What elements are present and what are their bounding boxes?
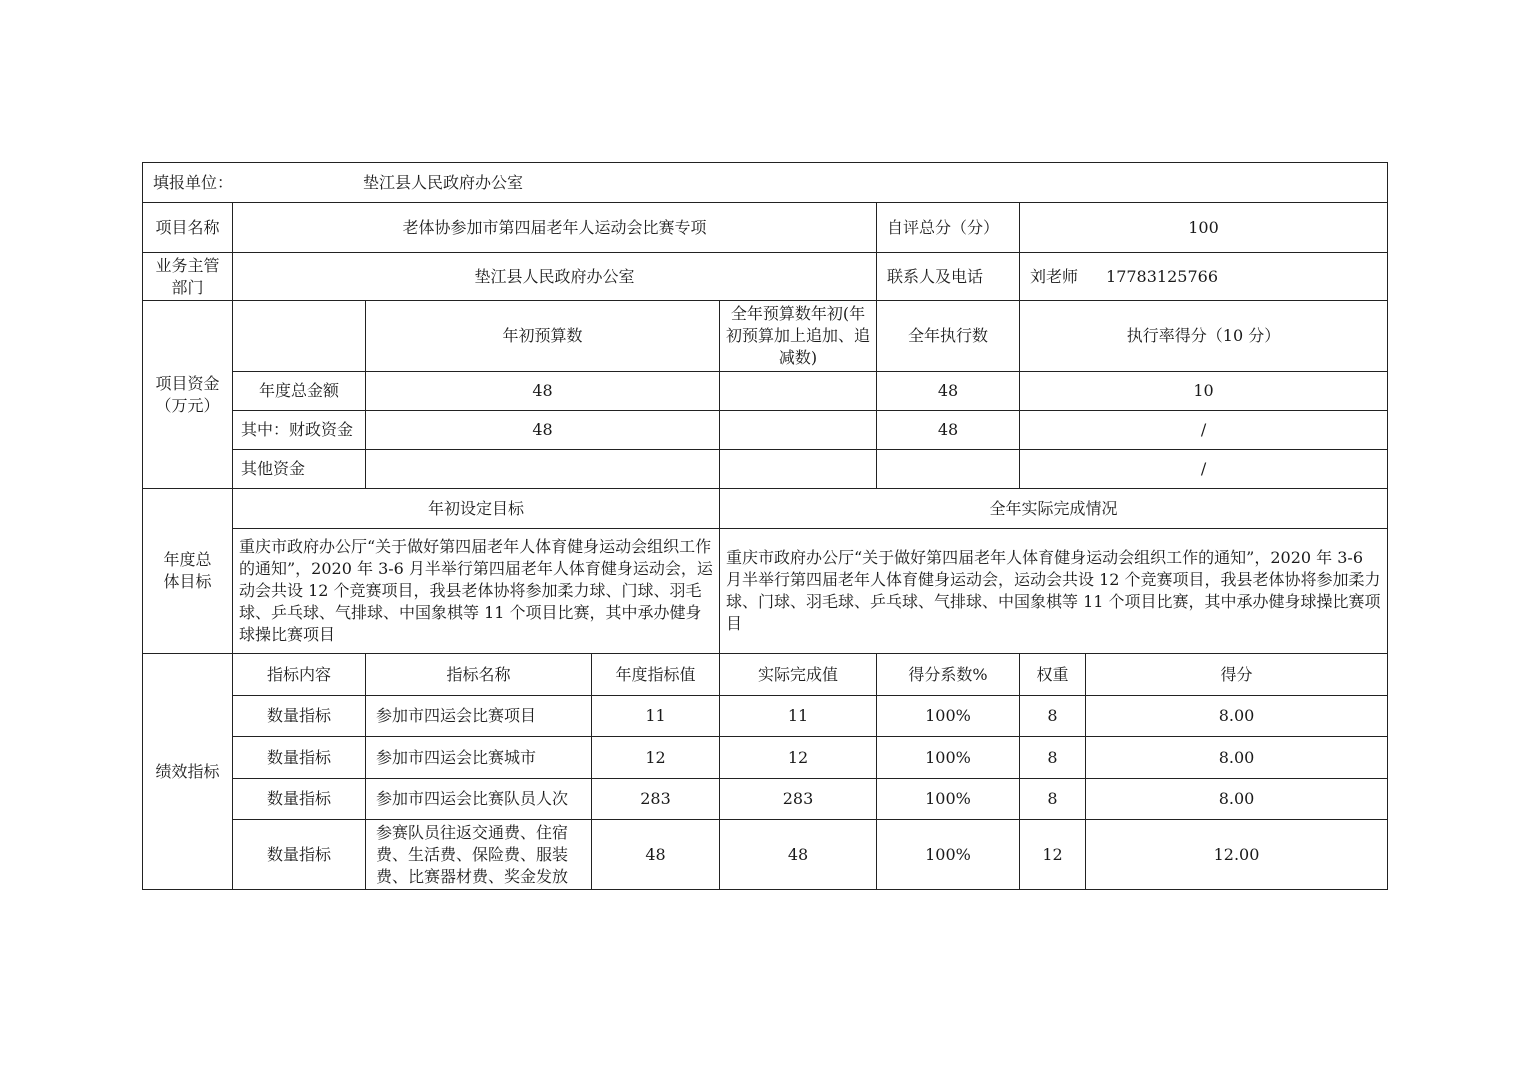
funds-row-label: 其他资金 (233, 450, 366, 489)
funds-header-executed: 全年执行数 (877, 301, 1020, 372)
performance-label: 绩效指标 (143, 654, 233, 890)
perf-coef: 100% (877, 737, 1020, 779)
goals-actual-text: 重庆市政府办公厅“关于做好第四届老年人体育健身运动会组织工作的通知”，2020 年 3-6 月半举行第四届老年人体育健身运动会，运动会共设 12 个竞赛项目，我县老体协将参加柔力球、门球、羽毛球、乒乓球、气排球、中国象棋等 11 个项目比赛，其中承办健身球操比赛项目 (720, 529, 1388, 654)
contact-label: 联系人及电话 (877, 253, 1020, 301)
funds-label: 项目资金（万元） (143, 301, 233, 489)
perf-type: 数量指标 (233, 696, 366, 737)
funds-row-label: 年度总金额 (233, 372, 366, 411)
contact-name: 刘老师 (1030, 266, 1079, 286)
performance-self-evaluation-table (142, 162, 1388, 890)
funds-row-rate: / (1020, 411, 1388, 450)
perf-header-actual: 实际完成值 (720, 654, 877, 696)
funds-row-rate: / (1020, 450, 1388, 489)
contact-phone: 17783125766 (1106, 266, 1218, 286)
perf-target: 283 (592, 779, 720, 820)
funds-row (143, 411, 1388, 450)
perf-header-score: 得分 (1086, 654, 1388, 696)
perf-actual: 283 (720, 779, 877, 820)
goals-label: 年度总体目标 (143, 489, 233, 654)
perf-header-name: 指标名称 (366, 654, 592, 696)
perf-actual: 12 (720, 737, 877, 779)
department-value: 垫江县人民政府办公室 (233, 253, 877, 301)
perf-actual: 11 (720, 696, 877, 737)
contact-value (1020, 253, 1388, 301)
perf-score: 8.00 (1086, 696, 1388, 737)
funds-row (143, 372, 1388, 411)
perf-target: 48 (592, 820, 720, 890)
perf-target: 12 (592, 737, 720, 779)
funds-row-executed (877, 450, 1020, 489)
funds-row (143, 450, 1388, 489)
perf-target: 11 (592, 696, 720, 737)
perf-header-target: 年度指标值 (592, 654, 720, 696)
goals-set-header: 年初设定目标 (233, 489, 720, 529)
goals-actual-header: 全年实际完成情况 (720, 489, 1388, 529)
perf-coef: 100% (877, 779, 1020, 820)
perf-type: 数量指标 (233, 779, 366, 820)
project-name-value: 老体协参加市第四届老年人运动会比赛专项 (233, 203, 877, 253)
reporting-unit-value: 垫江县人民政府办公室 (363, 172, 524, 192)
table-row (143, 820, 1388, 890)
perf-actual: 48 (720, 820, 877, 890)
perf-weight: 8 (1020, 696, 1086, 737)
funds-row-label: 其中：财政资金 (233, 411, 366, 450)
funds-header-blank (233, 301, 366, 372)
goals-set-text: 重庆市政府办公厅“关于做好第四届老年人体育健身运动会组织工作的通知”，2020 年 3-6 月半举行第四届老年人体育健身运动会，运动会共设 12 个竞赛项目，我县老体协将参加柔力球、门球、羽毛球、乒乓球、气排球、中国象棋等 11 个项目比赛，其中承办健身球操比赛项目 (233, 529, 720, 654)
funds-row-full-year (720, 372, 877, 411)
perf-coef: 100% (877, 820, 1020, 890)
table-row (143, 737, 1388, 779)
perf-score: 12.00 (1086, 820, 1388, 890)
perf-weight: 12 (1020, 820, 1086, 890)
table-row (143, 779, 1388, 820)
perf-header-weight: 权重 (1020, 654, 1086, 696)
perf-coef: 100% (877, 696, 1020, 737)
self-score-label: 自评总分（分） (877, 203, 1020, 253)
perf-header-coef: 得分系数% (877, 654, 1020, 696)
perf-name: 参加市四运会比赛项目 (366, 696, 592, 737)
funds-header-full-year: 全年预算数年初(年初预算加上追加、追减数) (720, 301, 877, 372)
funds-header-rate: 执行率得分（10 分） (1020, 301, 1388, 372)
funds-row-initial: 48 (366, 411, 720, 450)
perf-weight: 8 (1020, 737, 1086, 779)
funds-row-executed: 48 (877, 411, 1020, 450)
perf-name: 参加市四运会比赛城市 (366, 737, 592, 779)
funds-row-full-year (720, 411, 877, 450)
funds-header-initial: 年初预算数 (366, 301, 720, 372)
perf-type: 数量指标 (233, 737, 366, 779)
department-label: 业务主管部门 (143, 253, 233, 301)
perf-name: 参加市四运会比赛队员人次 (366, 779, 592, 820)
perf-type: 数量指标 (233, 820, 366, 890)
project-name-label: 项目名称 (143, 203, 233, 253)
funds-row-full-year (720, 450, 877, 489)
funds-row-initial: 48 (366, 372, 720, 411)
perf-score: 8.00 (1086, 779, 1388, 820)
funds-row-rate: 10 (1020, 372, 1388, 411)
reporting-unit-row (143, 163, 1388, 203)
perf-name: 参赛队员往返交通费、住宿费、生活费、保险费、服装费、比赛器材费、奖金发放 (366, 820, 592, 890)
self-score-value: 100 (1020, 203, 1388, 253)
perf-header-type: 指标内容 (233, 654, 366, 696)
table-row (143, 696, 1388, 737)
funds-row-executed: 48 (877, 372, 1020, 411)
perf-weight: 8 (1020, 779, 1086, 820)
reporting-unit-label: 填报单位： (153, 172, 234, 192)
perf-score: 8.00 (1086, 737, 1388, 779)
funds-row-initial (366, 450, 720, 489)
